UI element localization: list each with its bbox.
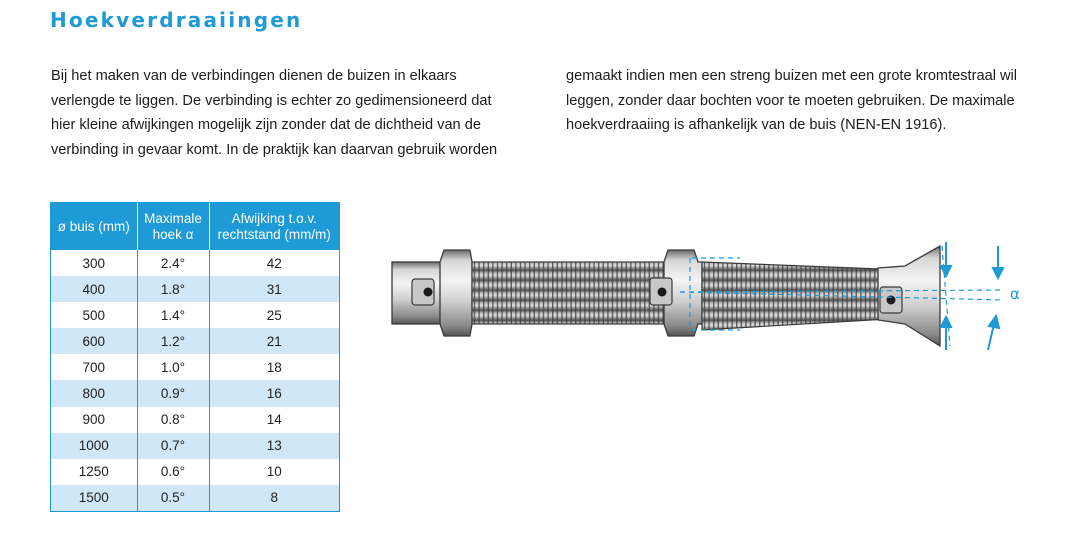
cell-pipe-diameter: 500: [51, 302, 137, 328]
table-row: [51, 380, 339, 406]
cell-deviation: 13: [209, 433, 339, 459]
angle-alpha-label: α: [1010, 285, 1020, 303]
cell-deviation: 10: [209, 459, 339, 485]
bell-end: [878, 246, 940, 346]
cell-pipe-diameter: 1000: [51, 433, 137, 459]
paragraph-line: leggen, zonder daar bochten voor te moeten gebruiken. De maximale: [566, 92, 1015, 109]
cell-deviation: 21: [209, 328, 339, 354]
table-row: [51, 302, 339, 328]
table-row: [51, 354, 339, 380]
cell-pipe-diameter: 1250: [51, 459, 137, 485]
cell-deviation: 14: [209, 407, 339, 433]
page-title: Hoekverdraaiingen: [50, 8, 303, 32]
cell-max-angle: 0.7°: [137, 433, 209, 459]
cell-deviation: 42: [209, 250, 339, 276]
cell-deviation: 16: [209, 380, 339, 406]
arrow-icons: [941, 242, 1003, 350]
cell-deviation: 8: [209, 485, 339, 511]
paragraph-line: hoekverdraaiing is afhankelijk van de buis (NEN-EN 1916).: [566, 117, 947, 133]
table-header-row: [51, 203, 339, 250]
paragraph-line: verbinding in gevaar komt. In de praktijk kan daarvan gebruik worden: [51, 141, 498, 158]
cell-pipe-diameter: 700: [51, 354, 137, 380]
cell-deviation: 31: [209, 276, 339, 302]
cell-max-angle: 1.0°: [137, 354, 209, 380]
cell-max-angle: 0.6°: [137, 459, 209, 485]
header-max-angle: Maximale hoek α: [137, 203, 209, 250]
table-row: [51, 328, 339, 354]
table-row: [51, 250, 339, 276]
cell-pipe-diameter: 600: [51, 328, 137, 354]
cell-pipe-diameter: 800: [51, 380, 137, 406]
paragraph-line: gemaakt indien men een streng buizen met een grote kromtestraal wil: [566, 68, 1018, 84]
intro-paragraph-column-1: [51, 64, 521, 162]
cell-max-angle: 0.8°: [137, 407, 209, 433]
cell-pipe-diameter: 900: [51, 407, 137, 433]
cell-pipe-diameter: 300: [51, 250, 137, 276]
table-row: [51, 485, 339, 511]
cell-max-angle: 1.4°: [137, 302, 209, 328]
header-pipe-diameter: ø buis (mm): [51, 203, 137, 250]
paragraph-line: Bij het maken van de verbindingen dienen de buizen in elkaars: [51, 68, 457, 84]
pipe-joint-diagram: [380, 236, 1020, 366]
table-row: [51, 276, 339, 302]
cell-max-angle: 2.4°: [137, 250, 209, 276]
cell-max-angle: 0.5°: [137, 485, 209, 511]
ribbed-section-1: [472, 262, 664, 324]
cell-deviation: 18: [209, 354, 339, 380]
table-row: [51, 407, 339, 433]
paragraph-line: hier kleine afwijkingen mogelijk zijn zonder dat de dichtheid van de: [51, 117, 481, 133]
table-row: [51, 433, 339, 459]
cell-pipe-diameter: 400: [51, 276, 137, 302]
ribbed-section-2: [702, 262, 905, 330]
intro-paragraph-column-2: [566, 64, 1046, 138]
paragraph-line: verlengde te liggen. De verbinding is echter zo gedimensioneerd dat: [51, 92, 492, 109]
cell-pipe-diameter: 1500: [51, 485, 137, 511]
left-pipe-segment: [392, 250, 472, 336]
header-deviation: Afwijking t.o.v. rechtstand (mm/m): [209, 203, 339, 250]
cell-max-angle: 0.9°: [137, 380, 209, 406]
cell-deviation: 25: [209, 302, 339, 328]
angle-deviation-table: [50, 202, 340, 512]
table-row: [51, 459, 339, 485]
cell-max-angle: 1.2°: [137, 328, 209, 354]
cell-max-angle: 1.8°: [137, 276, 209, 302]
